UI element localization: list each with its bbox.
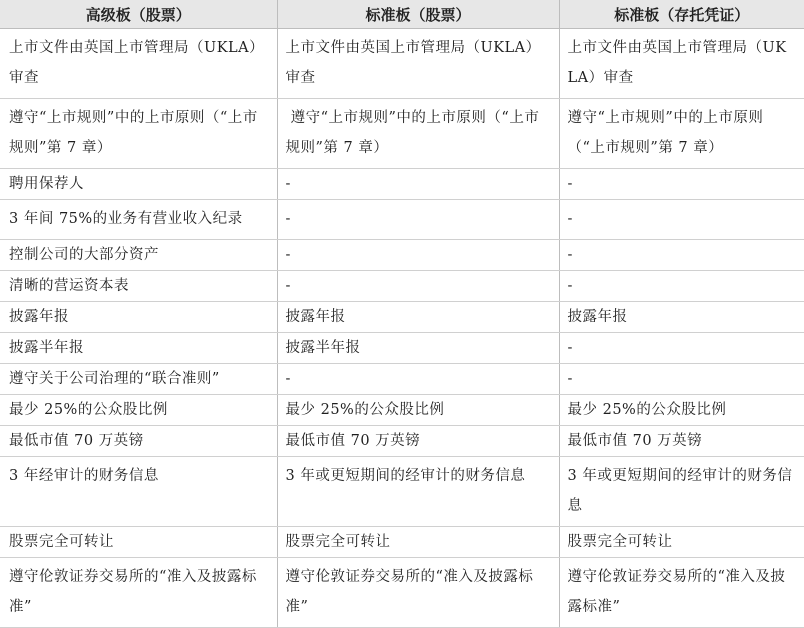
cell-premium: 遵守伦敦证券交易所的“准入及披露标准” (0, 558, 277, 628)
cell-standard-gdr: 3 年或更短期间的经审计的财务信息 (559, 457, 804, 527)
cell-standard-gdr: 上市文件由英国上市管理局（UKLA）审查 (559, 29, 804, 99)
cell-standard-gdr: 披露年报 (559, 302, 804, 333)
cell-premium: 遵守“上市规则”中的上市原则（“上市规则”第 7 章） (0, 99, 277, 169)
cell-premium: 3 年间 75%的业务有营业收入纪录 (0, 200, 277, 240)
cell-premium: 最少 25%的公众股比例 (0, 395, 277, 426)
table-row (0, 169, 804, 200)
table-row (0, 527, 804, 558)
cell-standard-gdr: - (559, 169, 804, 200)
cell-standard-shares: 3 年或更短期间的经审计的财务信息 (277, 457, 559, 527)
table-row (0, 271, 804, 302)
cell-standard-shares: 披露半年报 (277, 333, 559, 364)
cell-premium: 上市文件由英国上市管理局（UKLA）审查 (0, 29, 277, 99)
header-row (0, 0, 804, 29)
cell-premium: 最低市值 70 万英镑 (0, 426, 277, 457)
cell-standard-shares: 最少 25%的公众股比例 (277, 395, 559, 426)
cell-standard-gdr: - (559, 240, 804, 271)
cell-standard-shares: - (277, 169, 559, 200)
cell-premium: 3 年经审计的财务信息 (0, 457, 277, 527)
cell-standard-shares: - (277, 364, 559, 395)
table-row (0, 302, 804, 333)
table-row (0, 99, 804, 169)
cell-standard-shares: - (277, 240, 559, 271)
cell-standard-gdr: 最低市值 70 万英镑 (559, 426, 804, 457)
table-row (0, 240, 804, 271)
cell-standard-gdr: 股票完全可转让 (559, 527, 804, 558)
cell-standard-gdr: - (559, 271, 804, 302)
table-row (0, 364, 804, 395)
cell-premium: 披露半年报 (0, 333, 277, 364)
table-row (0, 395, 804, 426)
cell-premium: 遵守关于公司治理的“联合准则” (0, 364, 277, 395)
cell-standard-shares: 遵守伦敦证券交易所的“准入及披露标准” (277, 558, 559, 628)
cell-standard-shares: 遵守“上市规则”中的上市原则（“上市规则”第 7 章） (277, 99, 559, 169)
table-row (0, 558, 804, 628)
cell-standard-shares: 股票完全可转让 (277, 527, 559, 558)
cell-standard-shares: 披露年报 (277, 302, 559, 333)
cell-standard-gdr: - (559, 200, 804, 240)
header-standard-shares: 标准板（股票） (277, 0, 559, 29)
cell-standard-shares: 上市文件由英国上市管理局（UKLA）审查 (277, 29, 559, 99)
header-premium: 高级板（股票） (0, 0, 277, 29)
cell-standard-gdr: - (559, 364, 804, 395)
cell-premium: 股票完全可转让 (0, 527, 277, 558)
cell-premium: 清晰的营运资本表 (0, 271, 277, 302)
cell-standard-gdr: - (559, 333, 804, 364)
header-standard-gdr: 标准板（存托凭证） (559, 0, 804, 29)
cell-standard-gdr: 遵守伦敦证券交易所的“准入及披露标准” (559, 558, 804, 628)
cell-premium: 聘用保荐人 (0, 169, 277, 200)
cell-premium: 控制公司的大部分资产 (0, 240, 277, 271)
table-row (0, 426, 804, 457)
table-row (0, 457, 804, 527)
cell-standard-shares: - (277, 271, 559, 302)
cell-standard-gdr: 遵守“上市规则”中的上市原则（“上市规则”第 7 章） (559, 99, 804, 169)
table-row (0, 29, 804, 99)
cell-standard-shares: 最低市值 70 万英镑 (277, 426, 559, 457)
cell-premium: 披露年报 (0, 302, 277, 333)
cell-standard-gdr: 最少 25%的公众股比例 (559, 395, 804, 426)
cell-standard-shares: - (277, 200, 559, 240)
table-row (0, 200, 804, 240)
table-row (0, 333, 804, 364)
